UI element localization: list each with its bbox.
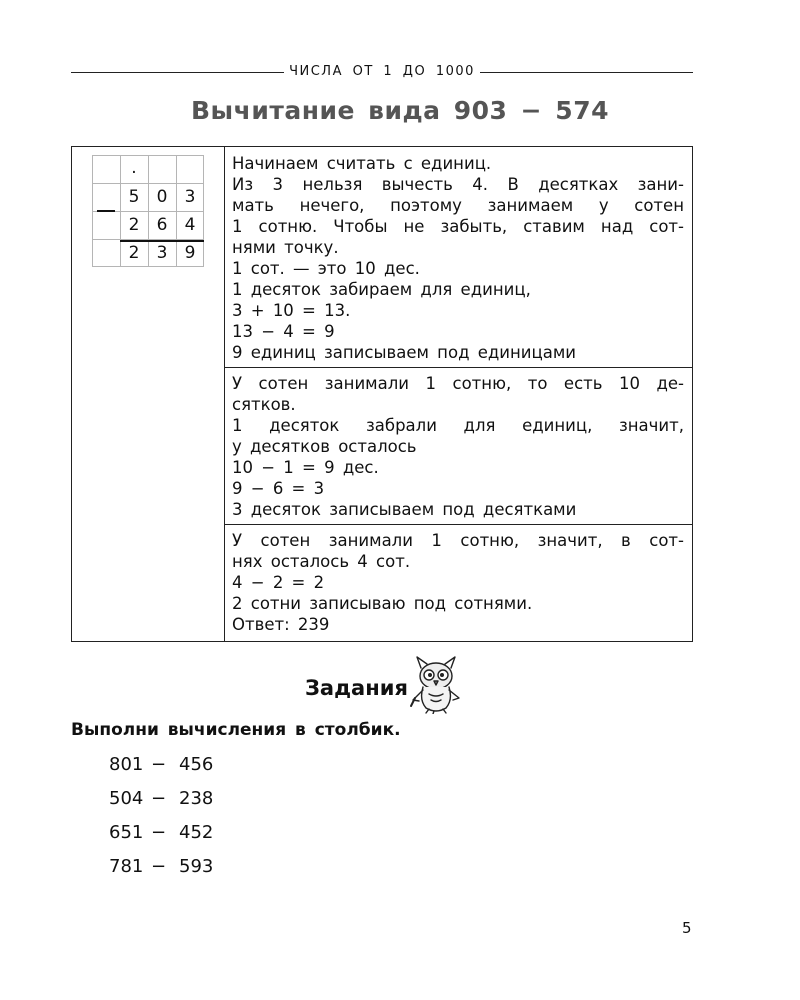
exercise-subtrahend: 238 [179,788,214,809]
minus-sign [97,210,115,212]
explanation-block-hundreds [224,525,692,641]
text-line: у десятков осталось [232,437,417,456]
text-line: У сотен занимали 1 сотню, значит, в сот- [232,531,684,550]
text-line: 3 + 10 = 13. [232,301,351,320]
exercise-subtrahend: 452 [179,822,214,843]
text-line: 3 десяток записываем под десятками [232,500,577,519]
text-line: 2 сотни записываю под сотнями. [232,594,533,613]
task-instruction: Выполни вычисления в столбик. [71,720,401,740]
tasks-heading: Задания [305,676,408,700]
text-line: 1 сот. — это 10 дес. [232,259,420,278]
exercise-subtrahend: 456 [179,754,214,775]
text-line: 1 десяток забираем для единиц, [232,280,531,299]
text-line: 1 десяток забрали для единиц, значит, [232,416,684,435]
result-digit: 2 [128,243,140,263]
text-line: 9 единиц записываем под единицами [232,343,577,362]
page-number: 5 [682,919,692,937]
explanation-block-tens [224,368,692,525]
result-digit: 3 [156,243,168,263]
text-line: сятков. [232,395,296,414]
exercise-operator: − [151,754,167,775]
explanation-block-units [224,147,692,368]
running-header-text: ЧИСЛА ОТ 1 ДО 1000 [289,64,475,79]
minuend-digit: 0 [156,187,168,207]
result-digit: 9 [184,243,196,263]
exercise-operator: − [151,856,167,877]
subtrahend-digit: 6 [156,215,168,235]
running-header [71,62,693,82]
text-line: Из 3 нельзя вычесть 4. В десятках зани- [232,175,684,194]
text-line: 1 сотню. Чтобы не забыть, ставим над сот- [232,217,684,236]
subtrahend-digit: 4 [184,215,196,235]
result-underline [120,240,204,242]
exercise-row [109,822,213,843]
column-example-cell [72,147,225,641]
text-line: Начинаем считать с единиц. [232,154,492,173]
exercise-minuend: 801 [109,754,144,775]
exercise-operator: − [151,822,167,843]
exercise-operator: − [151,788,167,809]
header-rule-right [480,72,693,73]
answer-line: Ответ: 239 [232,615,330,634]
exercise-row [109,788,213,809]
owl-mascot-icon [409,654,463,714]
text-line: У сотен занимали 1 сотню, то есть 10 де- [232,374,684,393]
exercise-minuend: 781 [109,856,144,877]
text-line: 13 − 4 = 9 [232,322,335,341]
text-line: мать нечего, поэтому занимаем у сотен [232,196,684,215]
text-line: 9 − 6 = 3 [232,479,325,498]
exercise-row [109,856,213,877]
explanation-table [71,146,693,642]
exercise-minuend: 651 [109,822,144,843]
page-title: Вычитание вида 903 − 574 [191,96,609,125]
minuend-digit: 5 [128,187,140,207]
text-line: нях осталось 4 сот. [232,552,411,571]
text-line: 10 − 1 = 9 дес. [232,458,379,477]
exercise-row [109,754,213,775]
borrow-dot: . [131,158,137,178]
minuend-digit: 3 [184,187,196,207]
subtrahend-digit: 2 [128,215,140,235]
text-line: 4 − 2 = 2 [232,573,325,592]
exercise-minuend: 504 [109,788,144,809]
explanation-column [224,147,692,641]
text-line: нями точку. [232,238,339,257]
exercise-subtrahend: 593 [179,856,214,877]
column-subtraction-grid [92,155,204,267]
